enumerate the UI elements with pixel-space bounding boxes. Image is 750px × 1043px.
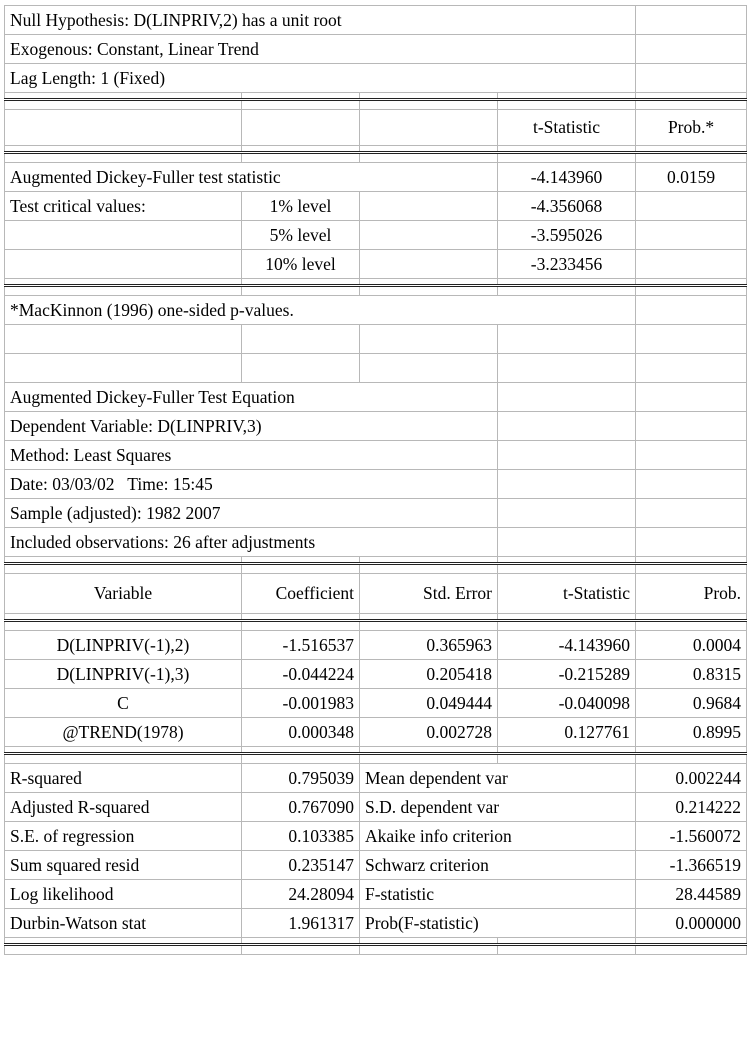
- stat-label: Sum squared resid: [5, 851, 242, 880]
- stat-label: Mean dependent var: [360, 764, 636, 793]
- col-prob-header: Prob.: [636, 574, 747, 614]
- dependent-variable: Dependent Variable: D(LINPRIV,3): [5, 412, 498, 441]
- coefficient: -0.001983: [242, 689, 360, 718]
- coef-row: [5, 660, 747, 689]
- header-row: [5, 6, 747, 35]
- std-error: 0.365963: [360, 631, 498, 660]
- stat-value: 0.103385: [242, 822, 360, 851]
- stat-value: 0.795039: [242, 764, 360, 793]
- coefficient: -0.044224: [242, 660, 360, 689]
- coef-row: [5, 718, 747, 747]
- equation-row: [5, 383, 747, 412]
- header-row: [5, 64, 747, 93]
- stat-value: 0.000000: [636, 909, 747, 938]
- stat-value: 0.767090: [242, 793, 360, 822]
- critical-level: 5% level: [242, 221, 360, 250]
- method: Method: Least Squares: [5, 441, 498, 470]
- empty-row: [5, 354, 747, 383]
- std-error: 0.049444: [360, 689, 498, 718]
- prob: 0.9684: [636, 689, 747, 718]
- critical-label: Test critical values:: [5, 192, 242, 221]
- col-prob-header: Prob.*: [636, 110, 747, 146]
- stat-label: R-squared: [5, 764, 242, 793]
- critical-level: 10% level: [242, 250, 360, 279]
- stat-row: [5, 909, 747, 938]
- variable-name: @TREND(1978): [5, 718, 242, 747]
- stat-row: [5, 851, 747, 880]
- coef-header-row: [5, 574, 747, 614]
- coef-row: [5, 631, 747, 660]
- col-variable-header: Variable: [5, 574, 242, 614]
- mackinnon-footnote: *MacKinnon (1996) one-sided p-values.: [5, 296, 636, 325]
- stat-row: [5, 822, 747, 851]
- stat-value: 28.44589: [636, 880, 747, 909]
- critical-row: [5, 192, 747, 221]
- stat-label: F-statistic: [360, 880, 636, 909]
- critical-value: -3.233456: [498, 250, 636, 279]
- adf-test-label: Augmented Dickey-Fuller test statistic: [5, 163, 498, 192]
- equation-row: [5, 470, 747, 499]
- variable-name: C: [5, 689, 242, 718]
- null-hypothesis: Null Hypothesis: D(LINPRIV,2) has a unit root: [5, 6, 636, 35]
- stat-label: Log likelihood: [5, 880, 242, 909]
- sample: Sample (adjusted): 1982 2007: [5, 499, 498, 528]
- col-tstatistic-header: t-Statistic: [498, 574, 636, 614]
- footnote-row: [5, 296, 747, 325]
- stat-value: -1.366519: [636, 851, 747, 880]
- stat-row: [5, 764, 747, 793]
- variable-name: D(LINPRIV(-1),2): [5, 631, 242, 660]
- exogenous: Exogenous: Constant, Linear Trend: [5, 35, 636, 64]
- date-time: Date: 03/03/02 Time: 15:45: [5, 470, 498, 499]
- equation-row: [5, 499, 747, 528]
- stat-label: Adjusted R-squared: [5, 793, 242, 822]
- t-statistic: -0.040098: [498, 689, 636, 718]
- empty-row: [5, 325, 747, 354]
- included-observations: Included observations: 26 after adjustments: [5, 528, 498, 557]
- lag-length: Lag Length: 1 (Fixed): [5, 64, 636, 93]
- t-statistic: -4.143960: [498, 631, 636, 660]
- equation-row: [5, 441, 747, 470]
- variable-name: D(LINPRIV(-1),3): [5, 660, 242, 689]
- coef-row: [5, 689, 747, 718]
- eviews-output-table: [4, 5, 746, 955]
- equation-title: Augmented Dickey-Fuller Test Equation: [5, 383, 498, 412]
- adf-header-row: [5, 110, 747, 146]
- stat-label: Schwarz criterion: [360, 851, 636, 880]
- adf-test-row: [5, 163, 747, 192]
- stat-label: S.D. dependent var: [360, 793, 636, 822]
- header-row: [5, 35, 747, 64]
- stat-value: 1.961317: [242, 909, 360, 938]
- stat-label: Prob(F-statistic): [360, 909, 636, 938]
- adf-test-prob: 0.0159: [636, 163, 747, 192]
- critical-row: [5, 221, 747, 250]
- col-coefficient-header: Coefficient: [242, 574, 360, 614]
- adf-test-tstat: -4.143960: [498, 163, 636, 192]
- prob: 0.0004: [636, 631, 747, 660]
- stat-value: 0.235147: [242, 851, 360, 880]
- equation-row: [5, 412, 747, 441]
- stat-label: Akaike info criterion: [360, 822, 636, 851]
- stat-row: [5, 793, 747, 822]
- equation-row: [5, 528, 747, 557]
- coefficient: -1.516537: [242, 631, 360, 660]
- coefficient: 0.000348: [242, 718, 360, 747]
- critical-level: 1% level: [242, 192, 360, 221]
- critical-value: -4.356068: [498, 192, 636, 221]
- stat-value: 0.214222: [636, 793, 747, 822]
- results-grid: [4, 5, 747, 955]
- stat-value: 24.28094: [242, 880, 360, 909]
- stat-value: 0.002244: [636, 764, 747, 793]
- t-statistic: 0.127761: [498, 718, 636, 747]
- stat-label: S.E. of regression: [5, 822, 242, 851]
- t-statistic: -0.215289: [498, 660, 636, 689]
- prob: 0.8995: [636, 718, 747, 747]
- prob: 0.8315: [636, 660, 747, 689]
- critical-value: -3.595026: [498, 221, 636, 250]
- std-error: 0.002728: [360, 718, 498, 747]
- stat-row: [5, 880, 747, 909]
- col-stderror-header: Std. Error: [360, 574, 498, 614]
- std-error: 0.205418: [360, 660, 498, 689]
- critical-row: [5, 250, 747, 279]
- col-tstat-header: t-Statistic: [498, 110, 636, 146]
- stat-value: -1.560072: [636, 822, 747, 851]
- stat-label: Durbin-Watson stat: [5, 909, 242, 938]
